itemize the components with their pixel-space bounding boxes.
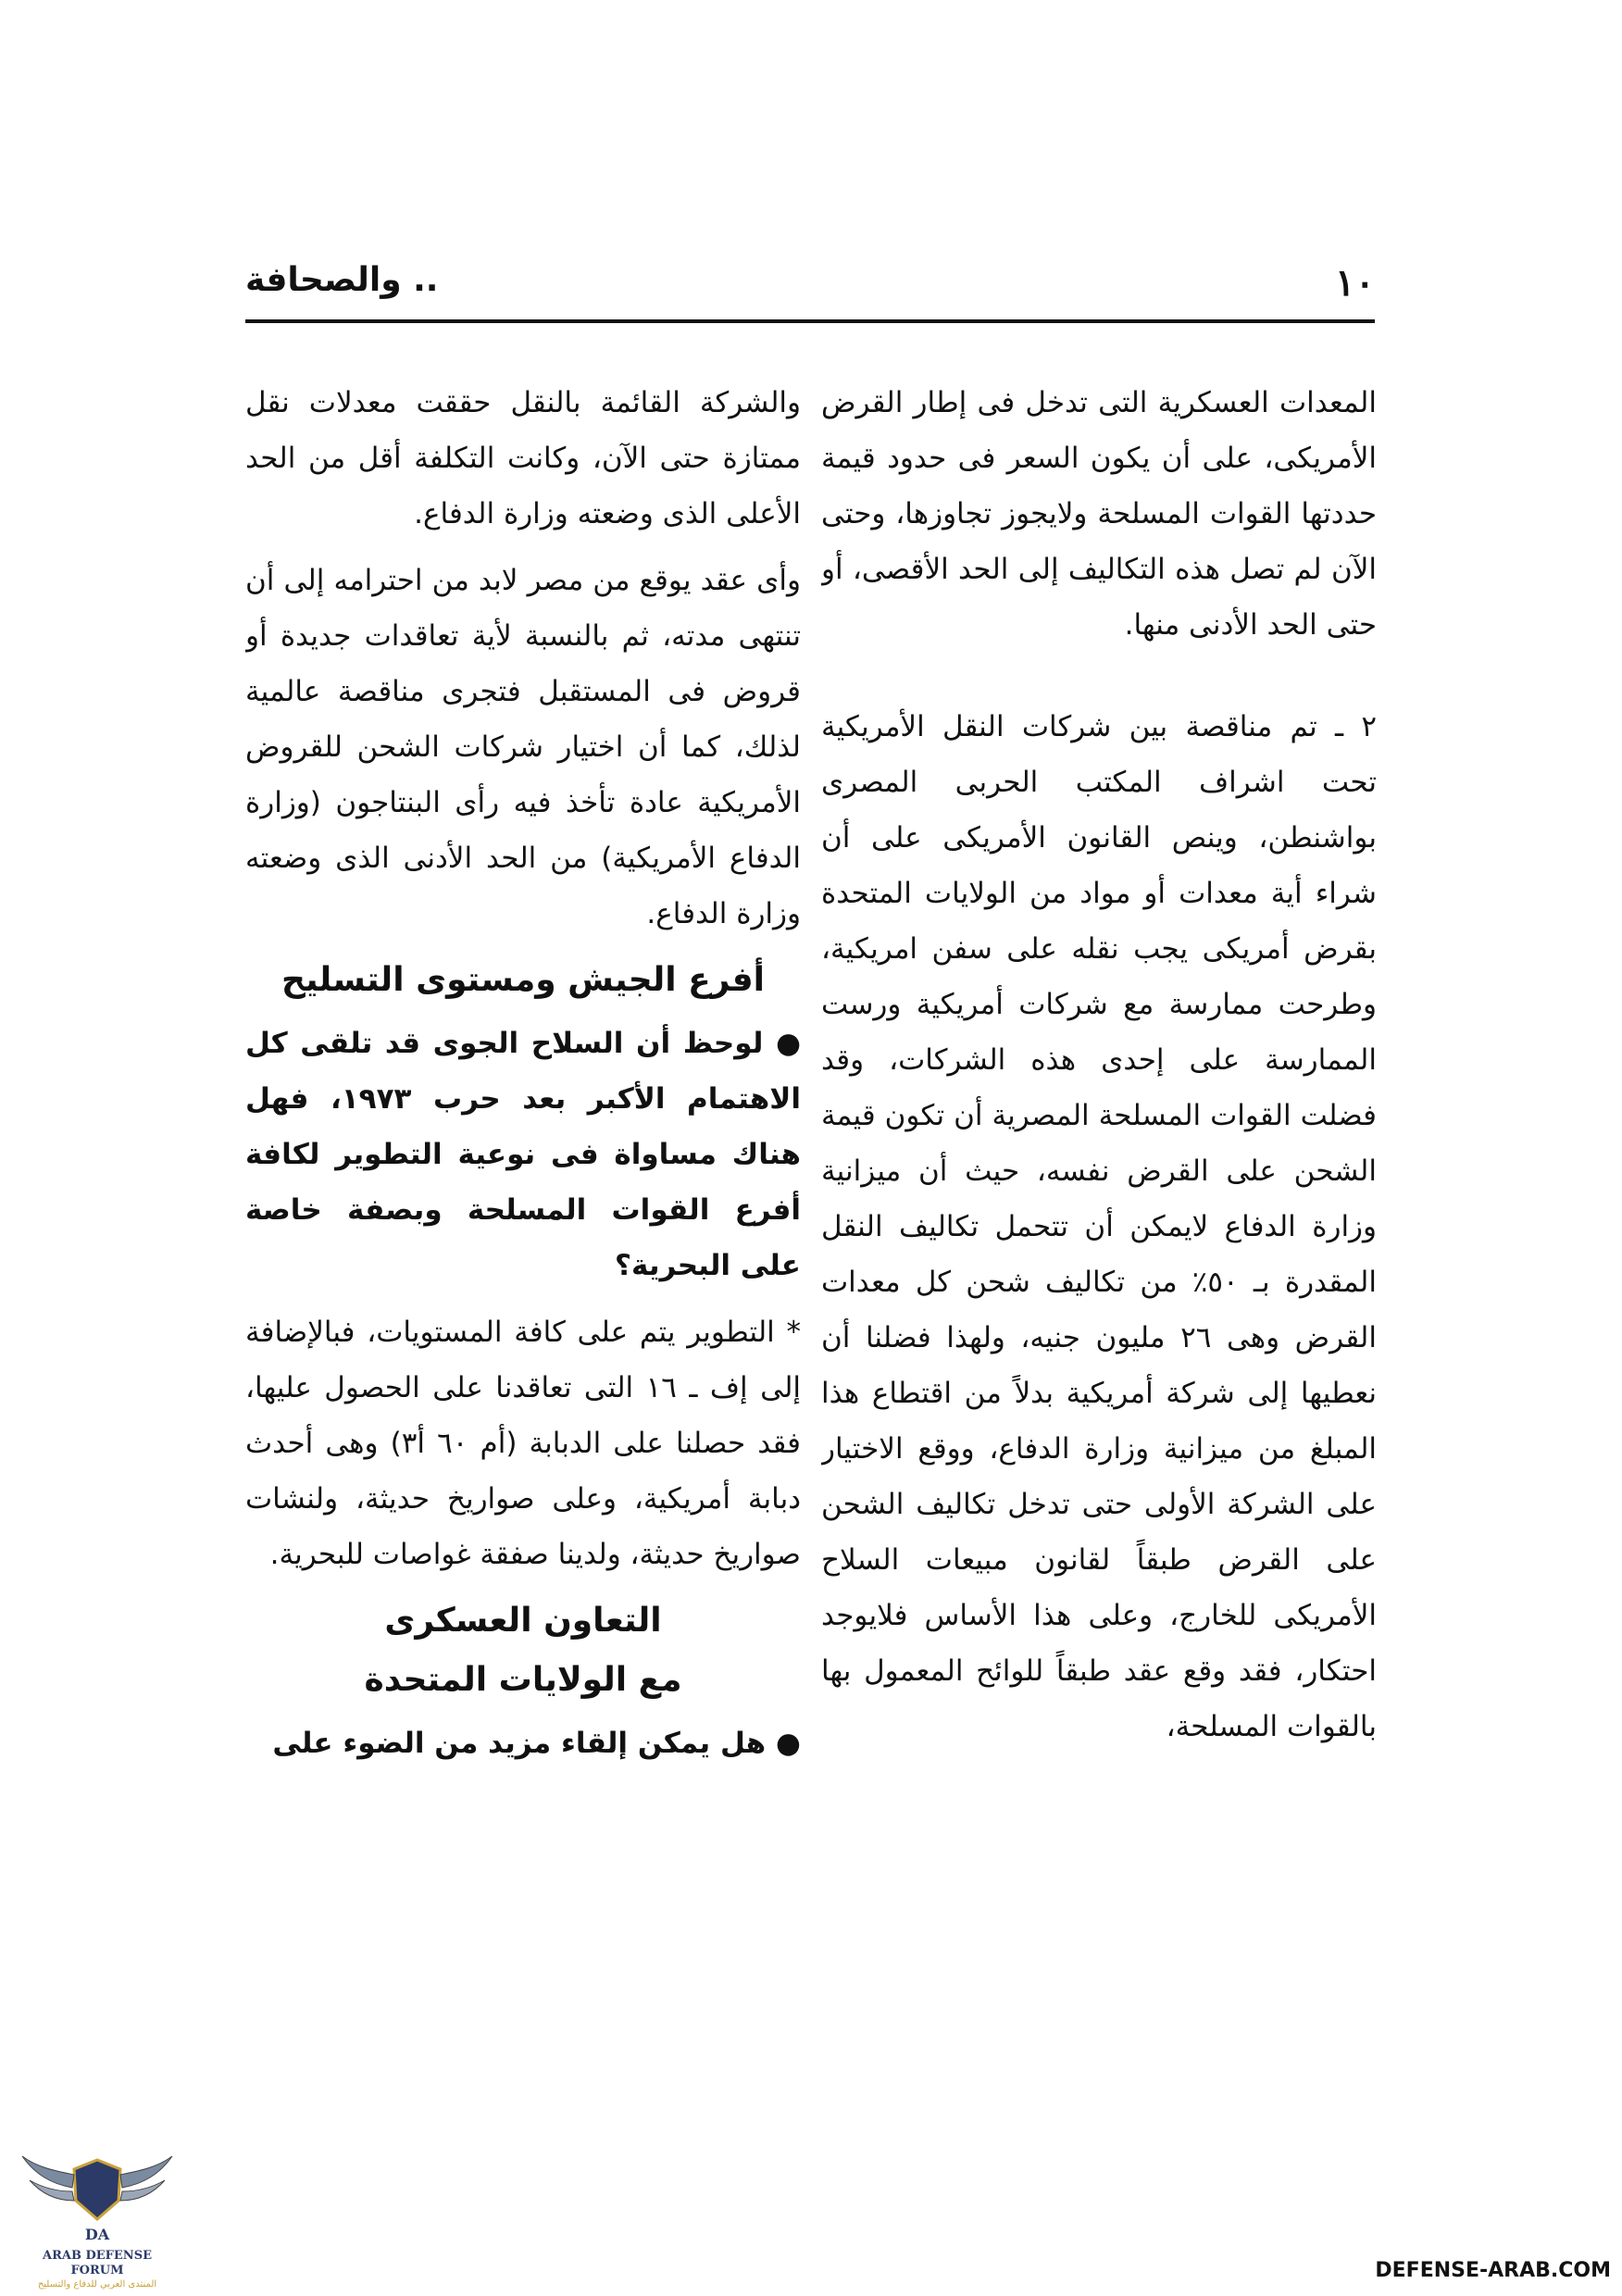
interview-question: ● هل يمكن إلقاء مزيد من الضوء على xyxy=(272,1727,801,1760)
paragraph: ٢ ـ تم مناقصة بين شركات النقل الأمريكية تحت اشراف المكتب الحربى المصرى بواشنطن، وينص القانون الأمريكى على أن شراء أية معدات أو مواد من الولايات المتحدة بقرض أمريكى يجب نقله على سفن امريكية، وطرحت ممارسة مع شركات أمريكية ورست الممارسة على إحدى هذه الشركات، وقد فضلت القوات المسلحة المصرية أن تكون قيمة الشحن على القرض نفسه، حيث أن ميزانية وزارة الدفاع لايمكن أن تتحمل تكاليف النقل المقدرة بـ ٥٠٪ من تكاليف شحن كل معدات القرض وهى ٢٦ مليون جنيه، ولهذا فضلنا أن نعطيها إلى شركة أمريكية بدلاً من اقتطاع هذا المبلغ من ميزانية وزارة الدفاع، ووقع الاختيار على الشركة الأولى حتى تدخل تكاليف الشحن على القرض طبقاً لقانون مبيعات السلاح الأمريكى للخارج، وعلى هذا الأساس فلايوجد احتكار، فقد وقع عقد طبقاً للوائح المعمول بها بالقوات المسلحة، xyxy=(821,710,1377,1743)
section-heading: مع الولايات المتحدة xyxy=(364,1661,682,1699)
wings-emblem-icon xyxy=(19,2143,176,2245)
page-header xyxy=(245,252,1375,317)
section-heading: التعاون العسكرى xyxy=(384,1602,662,1640)
interview-answer: * التطوير يتم على كافة المستويات، فبالإضافة إلى إف ـ ١٦ التى تعاقدنا على الحصول عليها، فقد حصلنا على الدبابة (أم ٦٠ أ٣) وهى أحدث دبابة أمريكية، وعلى صواريخ حديثة، ولنشات صواريخ حديثة، ولدينا صفقة غواصات للبحرية. xyxy=(245,1316,801,1571)
header-rule xyxy=(245,319,1375,323)
section-heading: أفرع الجيش ومستوى التسليح xyxy=(281,961,765,999)
watermark-logo xyxy=(19,2143,176,2291)
page-number: ١٠ xyxy=(1335,261,1375,305)
paragraph: والشركة القائمة بالنقل حققت معدلات نقل ممتازة حتى الآن، وكانت التكلفة أقل من الحد الأعلى الذى وضعته وزارة الدفاع. xyxy=(245,386,801,530)
interview-question: ● لوحظ أن السلاح الجوى قد تلقى كل الاهتمام الأكبر بعد حرب ١٩٧٣، فهل هناك مساواة فى نوعية التطوير لكافة أفرع القوات المسلحة وبصفة خاصة على البحرية؟ xyxy=(245,1027,801,1282)
paragraph: وأى عقد يوقع من مصر لابد من احترامه إلى أن تنتهى مدته، ثم بالنسبة لأية تعاقدات جديدة أو قروض فى المستقبل فتجرى مناقصة عالمية لذلك، كما أن اختيار شركات الشحن للقروض الأمريكية عادة تأخذ فيه رأى البنتاجون (وزارة الدفاع الأمريكية) من الحد الأدنى الذى وضعته وزارة الدفاع. xyxy=(245,564,801,930)
right-column xyxy=(821,375,1377,2088)
watermark-logo-subtext: المنتدى العربي للدفاع والتسليح xyxy=(37,2279,157,2290)
left-column xyxy=(245,375,801,2088)
watermark-logo-text: ARAB DEFENSE FORUM xyxy=(43,2249,152,2277)
paragraph: المعدات العسكرية التى تدخل فى إطار القرض الأمريكى، على أن يكون السعر فى حدود قيمة حددتها القوات المسلحة ولايجوز تجاوزها، وحتى الآن لم تصل هذه التكاليف إلى الحد الأقصى، أو حتى الحد الأدنى منها. xyxy=(821,386,1377,642)
running-title: .. والصحافة xyxy=(245,261,439,299)
watermark-site: DEFENSE-ARAB.COM xyxy=(1375,2259,1611,2282)
svg-text:DA: DA xyxy=(84,2226,110,2243)
